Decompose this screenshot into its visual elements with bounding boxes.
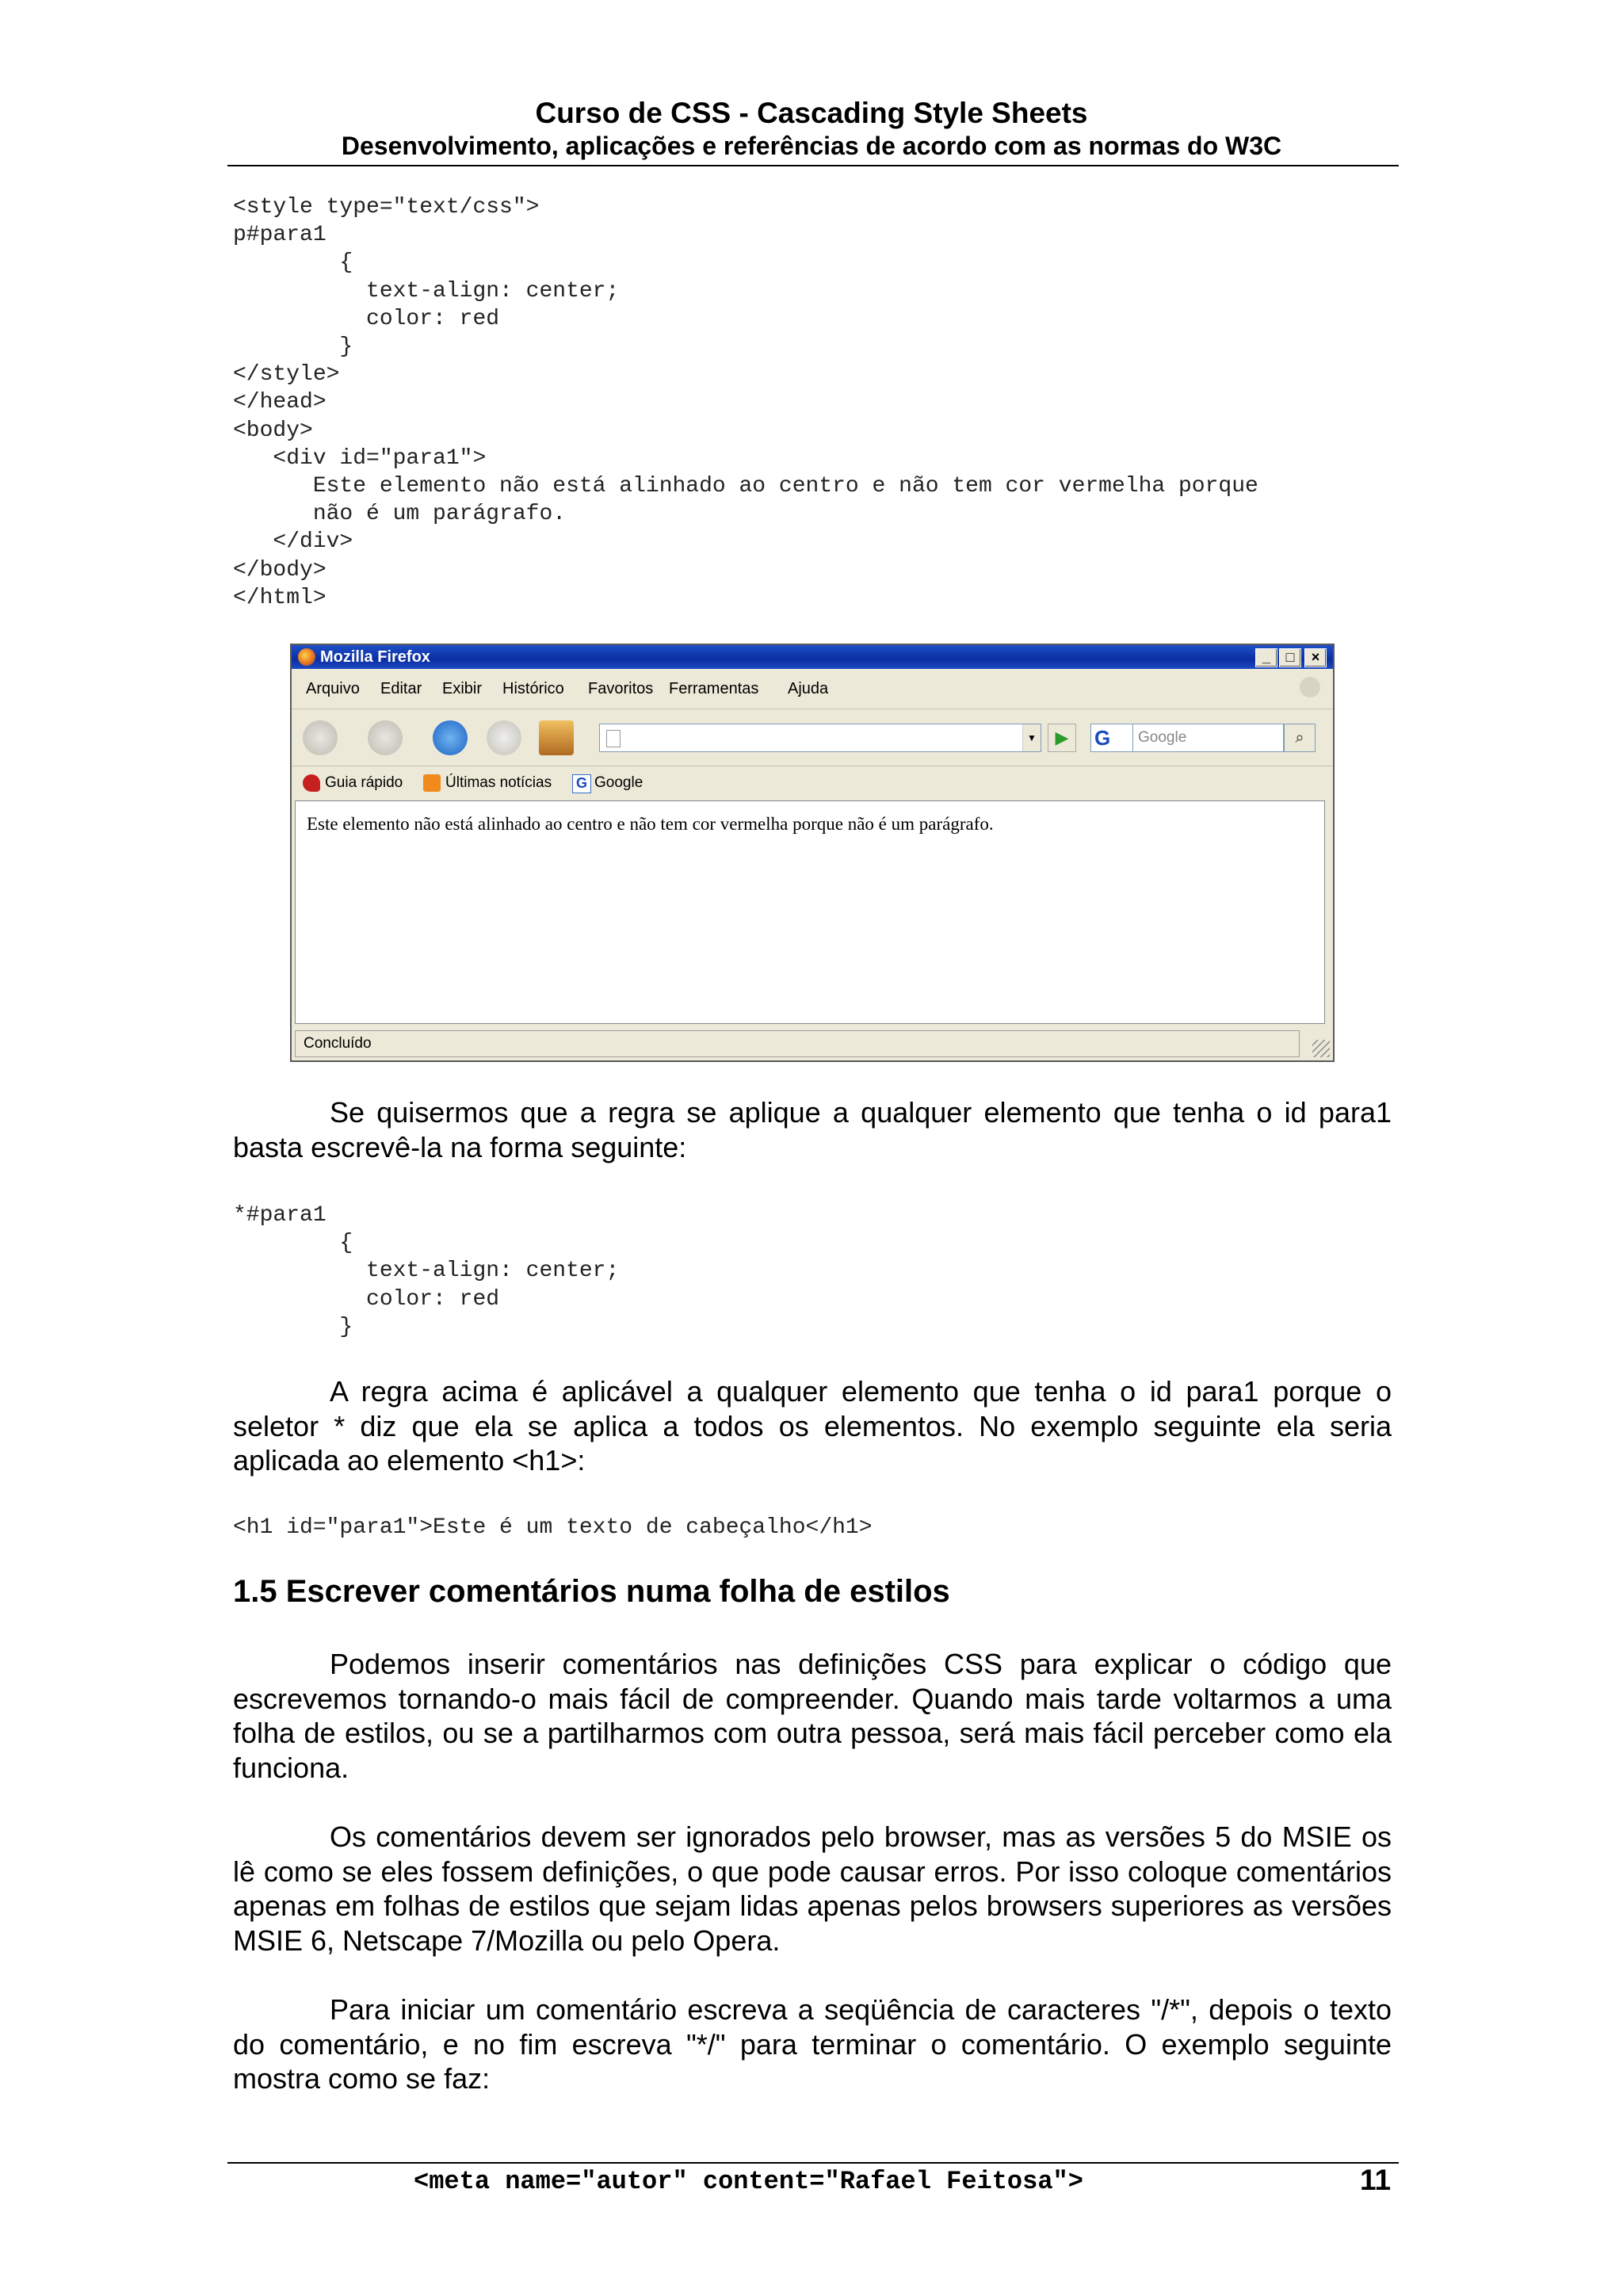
paragraph-5-text: Para iniciar um comentário escreva a seqüência de caracteres "/*", depois o texto do comentário, e no fim escreva "*/" para terminar o comentário. O exemplo seguinte mostra como se faz:: [233, 1993, 1392, 2095]
status-text: Concluído: [295, 1030, 1300, 1057]
paragraph-1: [233, 1095, 1392, 1164]
paragraph-4: [233, 1820, 1392, 1958]
browser-content-area: [295, 800, 1325, 1024]
code-block-universal-selector: *#para1 { text-align: center; color: red }: [233, 1203, 620, 1339]
browser-screenshot: [290, 644, 1335, 1062]
search-engine-icon: G: [1090, 724, 1133, 752]
maximize-icon: □: [1279, 648, 1301, 667]
code-block-style-example: <style type="text/css"> p#para1 { text-align: center; color: red } </style> </head> <body> <div id="para1"> Este elemento não está alinhado ao centro e não tem cor vermelha porque não é um parágrafo. </div> </body> </html>: [233, 195, 1258, 610]
bookmark-red-icon: [303, 774, 320, 792]
address-dropdown-icon: ▼: [1022, 724, 1041, 751]
google-icon: G: [572, 774, 591, 793]
firefox-logo-icon: [298, 648, 315, 666]
back-icon: [303, 720, 338, 755]
footer-meta: <meta name="autor" content="Rafael Feitosa">: [414, 2167, 1083, 2196]
paragraph-2: [233, 1374, 1392, 1478]
rss-icon: [423, 774, 441, 792]
page-number: 11: [1360, 2164, 1392, 2196]
menu-ferramentas: Ferramentas: [669, 680, 759, 697]
browser-content-text: Este elemento não está alinhado ao centro e não tem cor vermelha porque não é um parágrafo.: [307, 814, 994, 834]
document-title: Curso de CSS - Cascading Style Sheets: [535, 97, 1088, 129]
bookmark-google: Google: [594, 774, 643, 791]
address-bar: [599, 724, 1041, 752]
menu-ajuda: Ajuda: [788, 680, 829, 697]
page-icon: [606, 730, 621, 747]
browser-statusbar: [292, 1027, 1333, 1060]
throbber-icon: [1300, 677, 1320, 697]
search-icon: ⌕: [1284, 724, 1316, 752]
minimize-icon: _: [1255, 648, 1277, 667]
bookmarks-bar: [292, 766, 1333, 800]
reload-icon: [433, 720, 468, 755]
search-box: Google: [1133, 724, 1284, 752]
paragraph-2-text: A regra acima é aplicável a qualquer elemento que tenha o id para1 porque o seletor * diz que ela se aplica a todos os elementos. No exemplo seguinte ela seria aplicada ao elemento <h1>:: [233, 1375, 1392, 1477]
paragraph-5: [233, 1992, 1392, 2096]
bookmark-ultimas-noticias: Últimas notícias: [445, 774, 552, 791]
browser-menubar: [292, 669, 1333, 709]
menu-exibir: Exibir: [442, 680, 483, 697]
home-icon: [539, 720, 574, 755]
browser-titlebar: [292, 645, 1333, 669]
forward-icon: [368, 720, 403, 755]
browser-navigation-bar: [292, 709, 1333, 766]
document-subtitle: Desenvolvimento, aplicações e referências de acordo com as normas do W3C: [341, 132, 1282, 160]
paragraph-1-text: Se quisermos que a regra se aplique a qualquer elemento que tenha o id para1 basta escrevê-la na forma seguinte:: [233, 1096, 1392, 1163]
paragraph-3-text: Podemos inserir comentários nas definições CSS para explicar o código que escrevemos tornando-o mais fácil de compreender. Quando mais tarde voltarmos a uma folha de estilos, ou se a partilharmos com outra pessoa, será mais fácil perceber como ela funciona.: [233, 1648, 1392, 1784]
code-block-h1-example: <h1 id="para1">Este é um texto de cabeçalho</h1>: [233, 1515, 873, 1540]
stop-icon: [487, 720, 521, 755]
resize-grip-icon: [1312, 1040, 1330, 1057]
footer-rule: [227, 2162, 1399, 2164]
header-rule: [227, 165, 1399, 166]
bookmark-guia-rapido: Guia rápido: [325, 774, 403, 791]
menu-historico: Histórico: [502, 680, 564, 697]
menu-favoritos: Favoritos: [588, 680, 654, 697]
go-icon: ▶: [1048, 724, 1076, 752]
section-heading: 1.5 Escrever comentários numa folha de estilos: [233, 1574, 950, 1609]
browser-window-title: Mozilla Firefox: [320, 648, 430, 666]
menu-editar: Editar: [380, 680, 422, 697]
close-icon: ×: [1304, 648, 1327, 667]
paragraph-4-text: Os comentários devem ser ignorados pelo browser, mas as versões 5 do MSIE os lê como se eles fossem definições, o que pode causar erros. Por isso coloque comentários apenas em folhas de estilos que sejam lidas apenas pelos browsers superiores as versões MSIE 6, Netscape 7/Mozilla ou pelo Opera.: [233, 1820, 1392, 1957]
menu-arquivo: Arquivo: [306, 680, 360, 697]
paragraph-3: [233, 1647, 1392, 1785]
